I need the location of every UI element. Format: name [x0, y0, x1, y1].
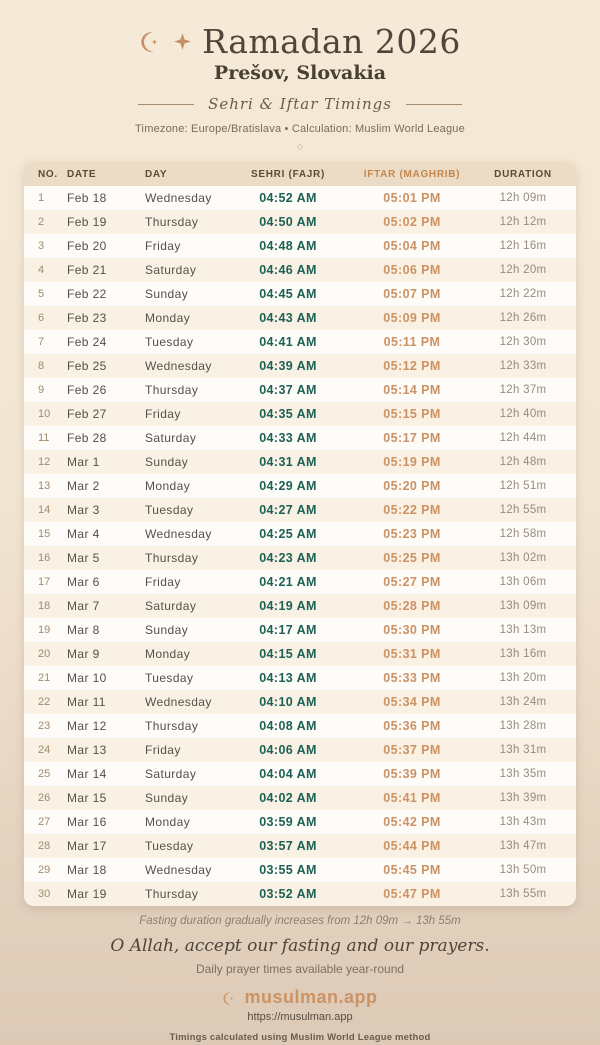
day-cell: Monday — [145, 815, 191, 829]
iftar-time-cell: 05:14 PM — [383, 383, 441, 397]
crescent-moon-icon — [139, 30, 163, 54]
iftar-time-cell: 05:34 PM — [383, 695, 441, 709]
iftar-time-cell: 05:07 PM — [383, 287, 441, 301]
day-cell: Friday — [145, 743, 181, 757]
duration-cell: 13h 43m — [499, 816, 547, 828]
date-cell: Feb 26 — [67, 383, 107, 397]
brand-crescent-icon — [222, 990, 237, 1005]
iftar-time-cell: 05:20 PM — [383, 479, 441, 493]
duration-cell: 12h 51m — [499, 480, 547, 492]
sehri-time-cell: 04:13 AM — [259, 671, 317, 685]
duration-cell: 13h 02m — [499, 552, 547, 564]
row-number-cell: 2 — [38, 216, 45, 228]
date-cell: Mar 5 — [67, 551, 100, 565]
day-cell: Thursday — [145, 719, 199, 733]
sehri-time-cell: 04:31 AM — [259, 455, 317, 469]
date-cell: Mar 19 — [67, 887, 107, 901]
table-row — [24, 330, 576, 354]
sehri-time-cell: 04:06 AM — [259, 743, 317, 757]
table-row — [24, 522, 576, 546]
column-header-sehri: SEHRI (FAJR) — [236, 162, 340, 186]
row-number-cell: 3 — [38, 240, 45, 252]
day-cell: Thursday — [145, 383, 199, 397]
day-cell: Saturday — [145, 263, 197, 277]
row-number-cell: 8 — [38, 360, 45, 372]
sehri-time-cell: 04:23 AM — [259, 551, 317, 565]
table-row — [24, 498, 576, 522]
table-row — [24, 186, 576, 210]
timings-table — [24, 162, 576, 906]
iftar-time-cell: 05:27 PM — [383, 575, 441, 589]
brand-url-link[interactable]: https://musulman.app — [247, 1011, 353, 1023]
page-title: Ramadan 2026 — [202, 22, 461, 61]
duration-cell: 12h 40m — [499, 408, 547, 420]
day-cell: Saturday — [145, 599, 197, 613]
sehri-time-cell: 04:52 AM — [259, 191, 317, 205]
iftar-time-cell: 05:01 PM — [383, 191, 441, 205]
row-number-cell: 4 — [38, 264, 45, 276]
duration-cell: 13h 24m — [499, 696, 547, 708]
table-row — [24, 282, 576, 306]
date-cell: Feb 24 — [67, 335, 107, 349]
sparkle-star-icon — [173, 32, 192, 51]
sehri-time-cell: 04:19 AM — [259, 599, 317, 613]
duration-cell: 12h 44m — [499, 432, 547, 444]
day-cell: Tuesday — [145, 671, 194, 685]
table-row — [24, 690, 576, 714]
column-header-date: DATE — [62, 162, 140, 186]
duration-cell: 13h 16m — [499, 648, 547, 660]
iftar-time-cell: 05:12 PM — [383, 359, 441, 373]
date-cell: Feb 20 — [67, 239, 107, 253]
sehri-time-cell: 04:17 AM — [259, 623, 317, 637]
sehri-time-cell: 03:55 AM — [259, 863, 317, 877]
table-row — [24, 378, 576, 402]
availability-note: Daily prayer times available year-round — [195, 962, 405, 976]
sehri-time-cell: 04:10 AM — [259, 695, 317, 709]
row-number-cell: 30 — [38, 888, 51, 900]
diamond-divider-icon: ◇ — [296, 142, 304, 151]
location-subtitle: Prešov, Slovakia — [213, 62, 387, 84]
table-row — [24, 450, 576, 474]
iftar-time-cell: 05:39 PM — [383, 767, 441, 781]
sehri-time-cell: 04:46 AM — [259, 263, 317, 277]
day-cell: Sunday — [145, 455, 189, 469]
duration-cell: 12h 26m — [499, 312, 547, 324]
table-row — [24, 714, 576, 738]
sehri-time-cell: 04:25 AM — [259, 527, 317, 541]
date-cell: Mar 8 — [67, 623, 100, 637]
duration-cell: 13h 20m — [499, 672, 547, 684]
section-subtitle-row — [0, 95, 600, 113]
duration-cell: 12h 22m — [499, 288, 547, 300]
iftar-time-cell: 05:09 PM — [383, 311, 441, 325]
row-number-cell: 1 — [38, 192, 45, 204]
day-cell: Wednesday — [145, 527, 212, 541]
duration-cell: 12h 30m — [499, 336, 547, 348]
table-header — [24, 162, 576, 186]
duration-cell: 13h 47m — [499, 840, 547, 852]
sehri-time-cell: 04:35 AM — [259, 407, 317, 421]
date-cell: Mar 3 — [67, 503, 100, 517]
table-row — [24, 474, 576, 498]
day-cell: Friday — [145, 239, 181, 253]
row-number-cell: 25 — [38, 768, 51, 780]
column-header-no: NO. — [24, 162, 62, 186]
date-cell: Feb 19 — [67, 215, 107, 229]
day-cell: Monday — [145, 647, 191, 661]
table-row — [24, 354, 576, 378]
table-row — [24, 738, 576, 762]
sehri-time-cell: 03:57 AM — [259, 839, 317, 853]
sehri-time-cell: 04:39 AM — [259, 359, 317, 373]
duration-cell: 12h 20m — [499, 264, 547, 276]
iftar-time-cell: 05:11 PM — [383, 335, 441, 349]
row-number-cell: 26 — [38, 792, 51, 804]
table-row — [24, 810, 576, 834]
row-number-cell: 12 — [38, 456, 51, 468]
duration-cell: 13h 55m — [499, 888, 547, 900]
sehri-time-cell: 04:27 AM — [259, 503, 317, 517]
sehri-time-cell: 04:48 AM — [259, 239, 317, 253]
row-number-cell: 27 — [38, 816, 51, 828]
iftar-time-cell: 05:15 PM — [383, 407, 441, 421]
iftar-time-cell: 05:25 PM — [383, 551, 441, 565]
table-row — [24, 594, 576, 618]
duration-cell: 13h 31m — [499, 744, 547, 756]
row-number-cell: 10 — [38, 408, 51, 420]
table-row — [24, 258, 576, 282]
duration-cell: 13h 09m — [499, 600, 547, 612]
date-cell: Mar 12 — [67, 719, 107, 733]
table-row — [24, 642, 576, 666]
duration-cell: 12h 33m — [499, 360, 547, 372]
date-cell: Mar 9 — [67, 647, 100, 661]
sehri-time-cell: 04:02 AM — [259, 791, 317, 805]
section-subtitle: Sehri & Iftar Timings — [208, 95, 392, 113]
date-cell: Mar 10 — [67, 671, 107, 685]
day-cell: Tuesday — [145, 839, 194, 853]
iftar-time-cell: 05:41 PM — [383, 791, 441, 805]
date-cell: Mar 13 — [67, 743, 107, 757]
duration-cell: 12h 12m — [499, 216, 547, 228]
row-number-cell: 9 — [38, 384, 45, 396]
brand-link[interactable] — [0, 987, 600, 1008]
sehri-time-cell: 04:33 AM — [259, 431, 317, 445]
table-row — [24, 402, 576, 426]
timings-table-card — [24, 162, 576, 906]
table-row — [24, 618, 576, 642]
duration-cell: 13h 13m — [499, 624, 547, 636]
iftar-time-cell: 05:22 PM — [383, 503, 441, 517]
iftar-time-cell: 05:17 PM — [383, 431, 441, 445]
table-row — [24, 858, 576, 882]
sehri-time-cell: 04:43 AM — [259, 311, 317, 325]
duration-cell: 12h 55m — [499, 504, 547, 516]
day-cell: Wednesday — [145, 359, 212, 373]
duration-cell: 12h 09m — [499, 192, 547, 204]
iftar-time-cell: 05:06 PM — [383, 263, 441, 277]
iftar-time-cell: 05:37 PM — [383, 743, 441, 757]
table-row — [24, 786, 576, 810]
duration-cell: 12h 58m — [499, 528, 547, 540]
day-cell: Friday — [145, 575, 181, 589]
day-cell: Thursday — [145, 887, 199, 901]
row-number-cell: 16 — [38, 552, 51, 564]
calculation-method-note: Timings calculated using Muslim World League method — [169, 1032, 431, 1043]
row-number-cell: 15 — [38, 528, 51, 540]
brand-name: musulman.app — [244, 987, 378, 1007]
date-cell: Mar 4 — [67, 527, 100, 541]
date-cell: Feb 18 — [67, 191, 107, 205]
date-cell: Mar 6 — [67, 575, 100, 589]
column-header-day: DAY — [140, 162, 236, 186]
iftar-time-cell: 05:02 PM — [383, 215, 441, 229]
iftar-time-cell: 05:33 PM — [383, 671, 441, 685]
day-cell: Wednesday — [145, 863, 212, 877]
row-number-cell: 29 — [38, 864, 51, 876]
duration-cell: 12h 48m — [499, 456, 547, 468]
iftar-time-cell: 05:44 PM — [383, 839, 441, 853]
table-row — [24, 834, 576, 858]
date-cell: Mar 18 — [67, 863, 107, 877]
duration-cell: 13h 28m — [499, 720, 547, 732]
row-number-cell: 22 — [38, 696, 51, 708]
date-cell: Mar 15 — [67, 791, 107, 805]
row-number-cell: 28 — [38, 840, 51, 852]
duration-cell: 12h 37m — [499, 384, 547, 396]
day-cell: Wednesday — [145, 695, 212, 709]
row-number-cell: 14 — [38, 504, 51, 516]
date-cell: Feb 23 — [67, 311, 107, 325]
sehri-time-cell: 03:59 AM — [259, 815, 317, 829]
day-cell: Tuesday — [145, 503, 194, 517]
table-row — [24, 426, 576, 450]
day-cell: Thursday — [145, 551, 199, 565]
date-cell: Mar 17 — [67, 839, 107, 853]
row-number-cell: 11 — [38, 432, 50, 444]
date-cell: Mar 11 — [67, 695, 106, 709]
sehri-time-cell: 04:15 AM — [259, 647, 317, 661]
row-number-cell: 19 — [38, 624, 51, 636]
date-cell: Mar 16 — [67, 815, 107, 829]
iftar-time-cell: 05:45 PM — [383, 863, 441, 877]
sehri-time-cell: 04:37 AM — [259, 383, 317, 397]
duration-cell: 13h 50m — [499, 864, 547, 876]
date-cell: Feb 27 — [67, 407, 107, 421]
iftar-time-cell: 05:42 PM — [383, 815, 441, 829]
table-row — [24, 570, 576, 594]
day-cell: Sunday — [145, 623, 189, 637]
day-cell: Saturday — [145, 767, 197, 781]
fasting-duration-note: Fasting duration gradually increases from 12h 09m → 13h 55m — [139, 915, 461, 927]
sehri-time-cell: 03:52 AM — [259, 887, 317, 901]
sehri-time-cell: 04:08 AM — [259, 719, 317, 733]
duration-cell: 12h 16m — [499, 240, 547, 252]
date-cell: Feb 25 — [67, 359, 107, 373]
duration-cell: 13h 39m — [499, 792, 547, 804]
sehri-time-cell: 04:29 AM — [259, 479, 317, 493]
duration-cell: 13h 06m — [499, 576, 547, 588]
row-number-cell: 24 — [38, 744, 51, 756]
table-row — [24, 210, 576, 234]
iftar-time-cell: 05:19 PM — [383, 455, 441, 469]
duration-cell: 13h 35m — [499, 768, 547, 780]
day-cell: Tuesday — [145, 335, 194, 349]
day-cell: Thursday — [145, 215, 199, 229]
row-number-cell: 5 — [38, 288, 45, 300]
row-number-cell: 17 — [38, 576, 51, 588]
day-cell: Monday — [145, 311, 191, 325]
row-number-cell: 7 — [38, 336, 45, 348]
date-cell: Feb 28 — [67, 431, 107, 445]
table-row — [24, 762, 576, 786]
table-body — [24, 186, 576, 906]
decorative-line-right — [406, 104, 462, 105]
date-cell: Mar 7 — [67, 599, 100, 613]
iftar-time-cell: 05:23 PM — [383, 527, 441, 541]
sehri-time-cell: 04:41 AM — [259, 335, 317, 349]
iftar-time-cell: 05:36 PM — [383, 719, 441, 733]
sehri-time-cell: 04:21 AM — [259, 575, 317, 589]
table-row — [24, 306, 576, 330]
decorative-line-left — [138, 104, 194, 105]
page-header — [0, 22, 600, 61]
timezone-calculation-meta: Timezone: Europe/Bratislava • Calculation: Muslim World League — [135, 123, 465, 135]
row-number-cell: 21 — [38, 672, 51, 684]
day-cell: Saturday — [145, 431, 197, 445]
column-header-duration: DURATION — [484, 162, 576, 186]
day-cell: Wednesday — [145, 191, 212, 205]
day-cell: Monday — [145, 479, 191, 493]
sehri-time-cell: 04:50 AM — [259, 215, 317, 229]
date-cell: Mar 14 — [67, 767, 107, 781]
iftar-time-cell: 05:31 PM — [383, 647, 441, 661]
date-cell: Feb 21 — [67, 263, 107, 277]
day-cell: Sunday — [145, 791, 189, 805]
date-cell: Mar 2 — [67, 479, 100, 493]
column-header-iftar: IFTAR (MAGHRIB) — [340, 162, 484, 186]
iftar-time-cell: 05:04 PM — [383, 239, 441, 253]
sehri-time-cell: 04:04 AM — [259, 767, 317, 781]
iftar-time-cell: 05:47 PM — [383, 887, 441, 901]
row-number-cell: 18 — [38, 600, 51, 612]
row-number-cell: 13 — [38, 480, 51, 492]
table-row — [24, 546, 576, 570]
table-row — [24, 882, 576, 906]
table-row — [24, 666, 576, 690]
table-row — [24, 234, 576, 258]
sehri-time-cell: 04:45 AM — [259, 287, 317, 301]
date-cell: Feb 22 — [67, 287, 107, 301]
date-cell: Mar 1 — [67, 455, 100, 469]
iftar-time-cell: 05:28 PM — [383, 599, 441, 613]
day-cell: Sunday — [145, 287, 189, 301]
row-number-cell: 23 — [38, 720, 51, 732]
row-number-cell: 20 — [38, 648, 51, 660]
row-number-cell: 6 — [38, 312, 45, 324]
dua-quote: O Allah, accept our fasting and our prayers. — [110, 936, 490, 956]
iftar-time-cell: 05:30 PM — [383, 623, 441, 637]
day-cell: Friday — [145, 407, 181, 421]
